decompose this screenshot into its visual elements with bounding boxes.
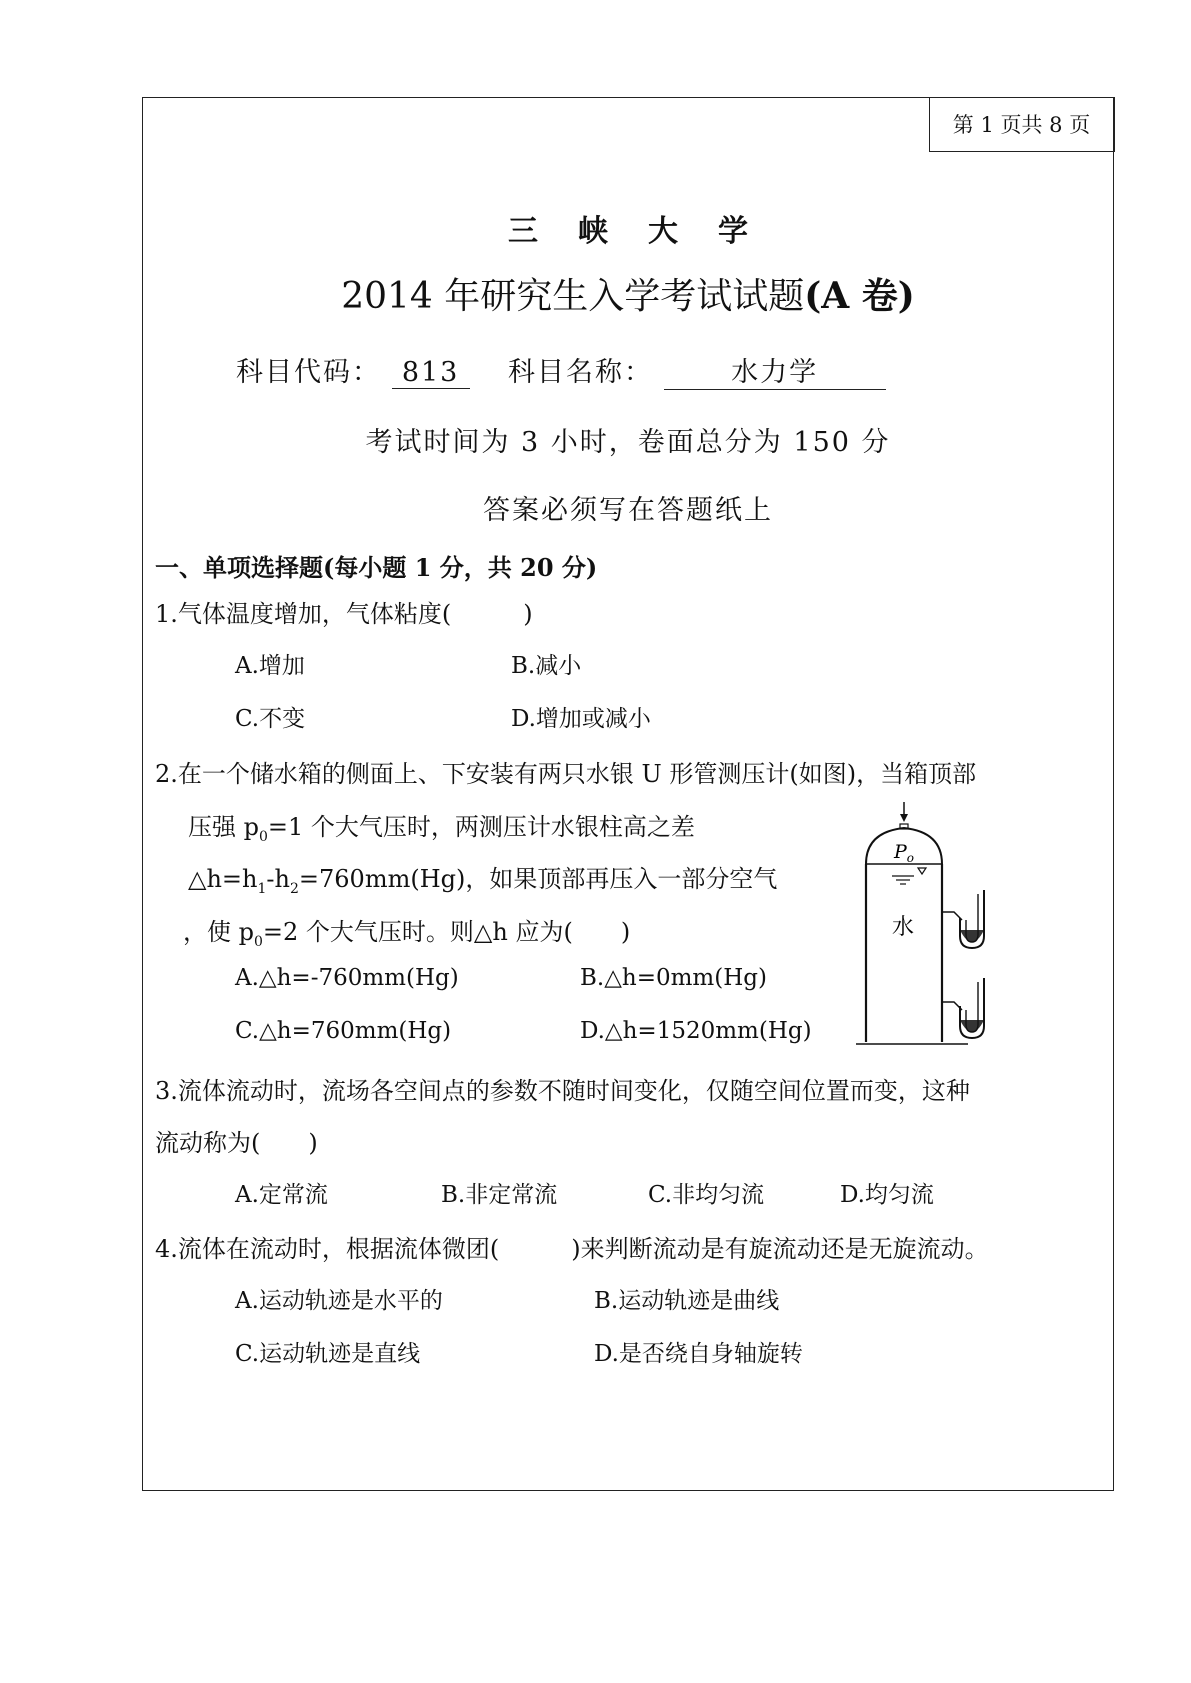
q3-option-b: B.非定常流: [441, 1182, 558, 1208]
q4-option-a: A.运动轨迹是水平的: [235, 1288, 443, 1314]
title-main: 2014 年研究生入学考试试题: [341, 276, 805, 317]
title-paper: (A 卷): [804, 275, 915, 317]
q2-text: =1 个大气压时，两测压计水银柱高之差: [267, 813, 695, 841]
q2-stem-line3: [188, 859, 777, 897]
q2-text: ，使 p: [183, 918, 254, 946]
subject-code-value: 813: [392, 357, 470, 389]
exam-title: [143, 268, 1113, 319]
q2-stem-line1: 2.在一个储水箱的侧面上、下安装有两只水银 U 形管测压计(如图)，当箱顶部: [155, 760, 977, 788]
exam-page-frame: [142, 97, 1114, 1491]
school-name: 三峡大学: [508, 214, 788, 249]
q2-text: 压强 p: [188, 813, 259, 841]
q4-option-b: B.运动轨迹是曲线: [594, 1288, 780, 1314]
q2-option-c: C.△h=760mm(Hg): [235, 1018, 452, 1044]
subject-code: [236, 350, 470, 389]
q1-option-b: B.减小: [511, 653, 582, 679]
q4-stem: 4.流体在流动时，根据流体微团( )来判断流动是有旋流动还是无旋流动。: [155, 1235, 989, 1263]
tank-manometer-figure: [856, 798, 1016, 1048]
water-label: 水: [892, 915, 915, 940]
q2-subscript: 0: [254, 933, 263, 950]
page-indicator: 第 1 页共 8 页: [929, 97, 1115, 152]
q2-text: △h=h: [188, 865, 258, 893]
q2-stem-line4: [183, 912, 630, 950]
q2-subscript: 0: [259, 828, 268, 845]
subject-name-value: 水力学: [664, 350, 886, 390]
q3-option-d: D.均匀流: [840, 1182, 934, 1208]
q1-option-a: A.增加: [235, 653, 305, 679]
section-title: 一、单项选择题(每小题 1 分，共 20 分): [155, 553, 598, 582]
q4-option-d: D.是否绕自身轴旋转: [594, 1341, 803, 1367]
subject-name-label: 科目名称：: [508, 357, 653, 388]
q3-stem-line2: 流动称为( ): [155, 1129, 318, 1157]
q3-option-c: C.非均匀流: [648, 1182, 765, 1208]
q3-option-a: A.定常流: [235, 1182, 328, 1208]
q2-option-b: B.△h=0mm(Hg): [580, 965, 767, 991]
q2-option-a: A.△h=-760mm(Hg): [235, 965, 459, 991]
q2-text: =2 个大气压时。则△h 应为( ): [262, 918, 631, 946]
subject-name: [508, 350, 886, 390]
q2-option-d: D.△h=1520mm(Hg): [580, 1018, 812, 1044]
q2-subscript: 1: [257, 880, 267, 897]
exam-info: 考试时间为 3 小时，卷面总分为 150 分: [365, 427, 891, 458]
q4-option-c: C.运动轨迹是直线: [235, 1341, 421, 1367]
q2-subscript: 2: [289, 880, 299, 897]
subject-code-label: 科目代码：: [236, 357, 381, 388]
q2-stem-line2: [188, 807, 695, 845]
q1-option-d: D.增加或减小: [511, 706, 651, 732]
q1-stem: 1.气体温度增加，气体粘度( ): [155, 600, 533, 628]
answer-note: 答案必须写在答题纸上: [483, 495, 773, 526]
q3-stem-line1: 3.流体流动时，流场各空间点的参数不随时间变化，仅随空间位置而变，这种: [155, 1077, 970, 1105]
q1-option-c: C.不变: [235, 706, 306, 732]
pressure-label: $P_o$: [894, 841, 915, 865]
q2-text: =760mm(Hg)，如果顶部再压入一部分空气: [298, 865, 778, 893]
q2-text: -h: [266, 865, 290, 893]
